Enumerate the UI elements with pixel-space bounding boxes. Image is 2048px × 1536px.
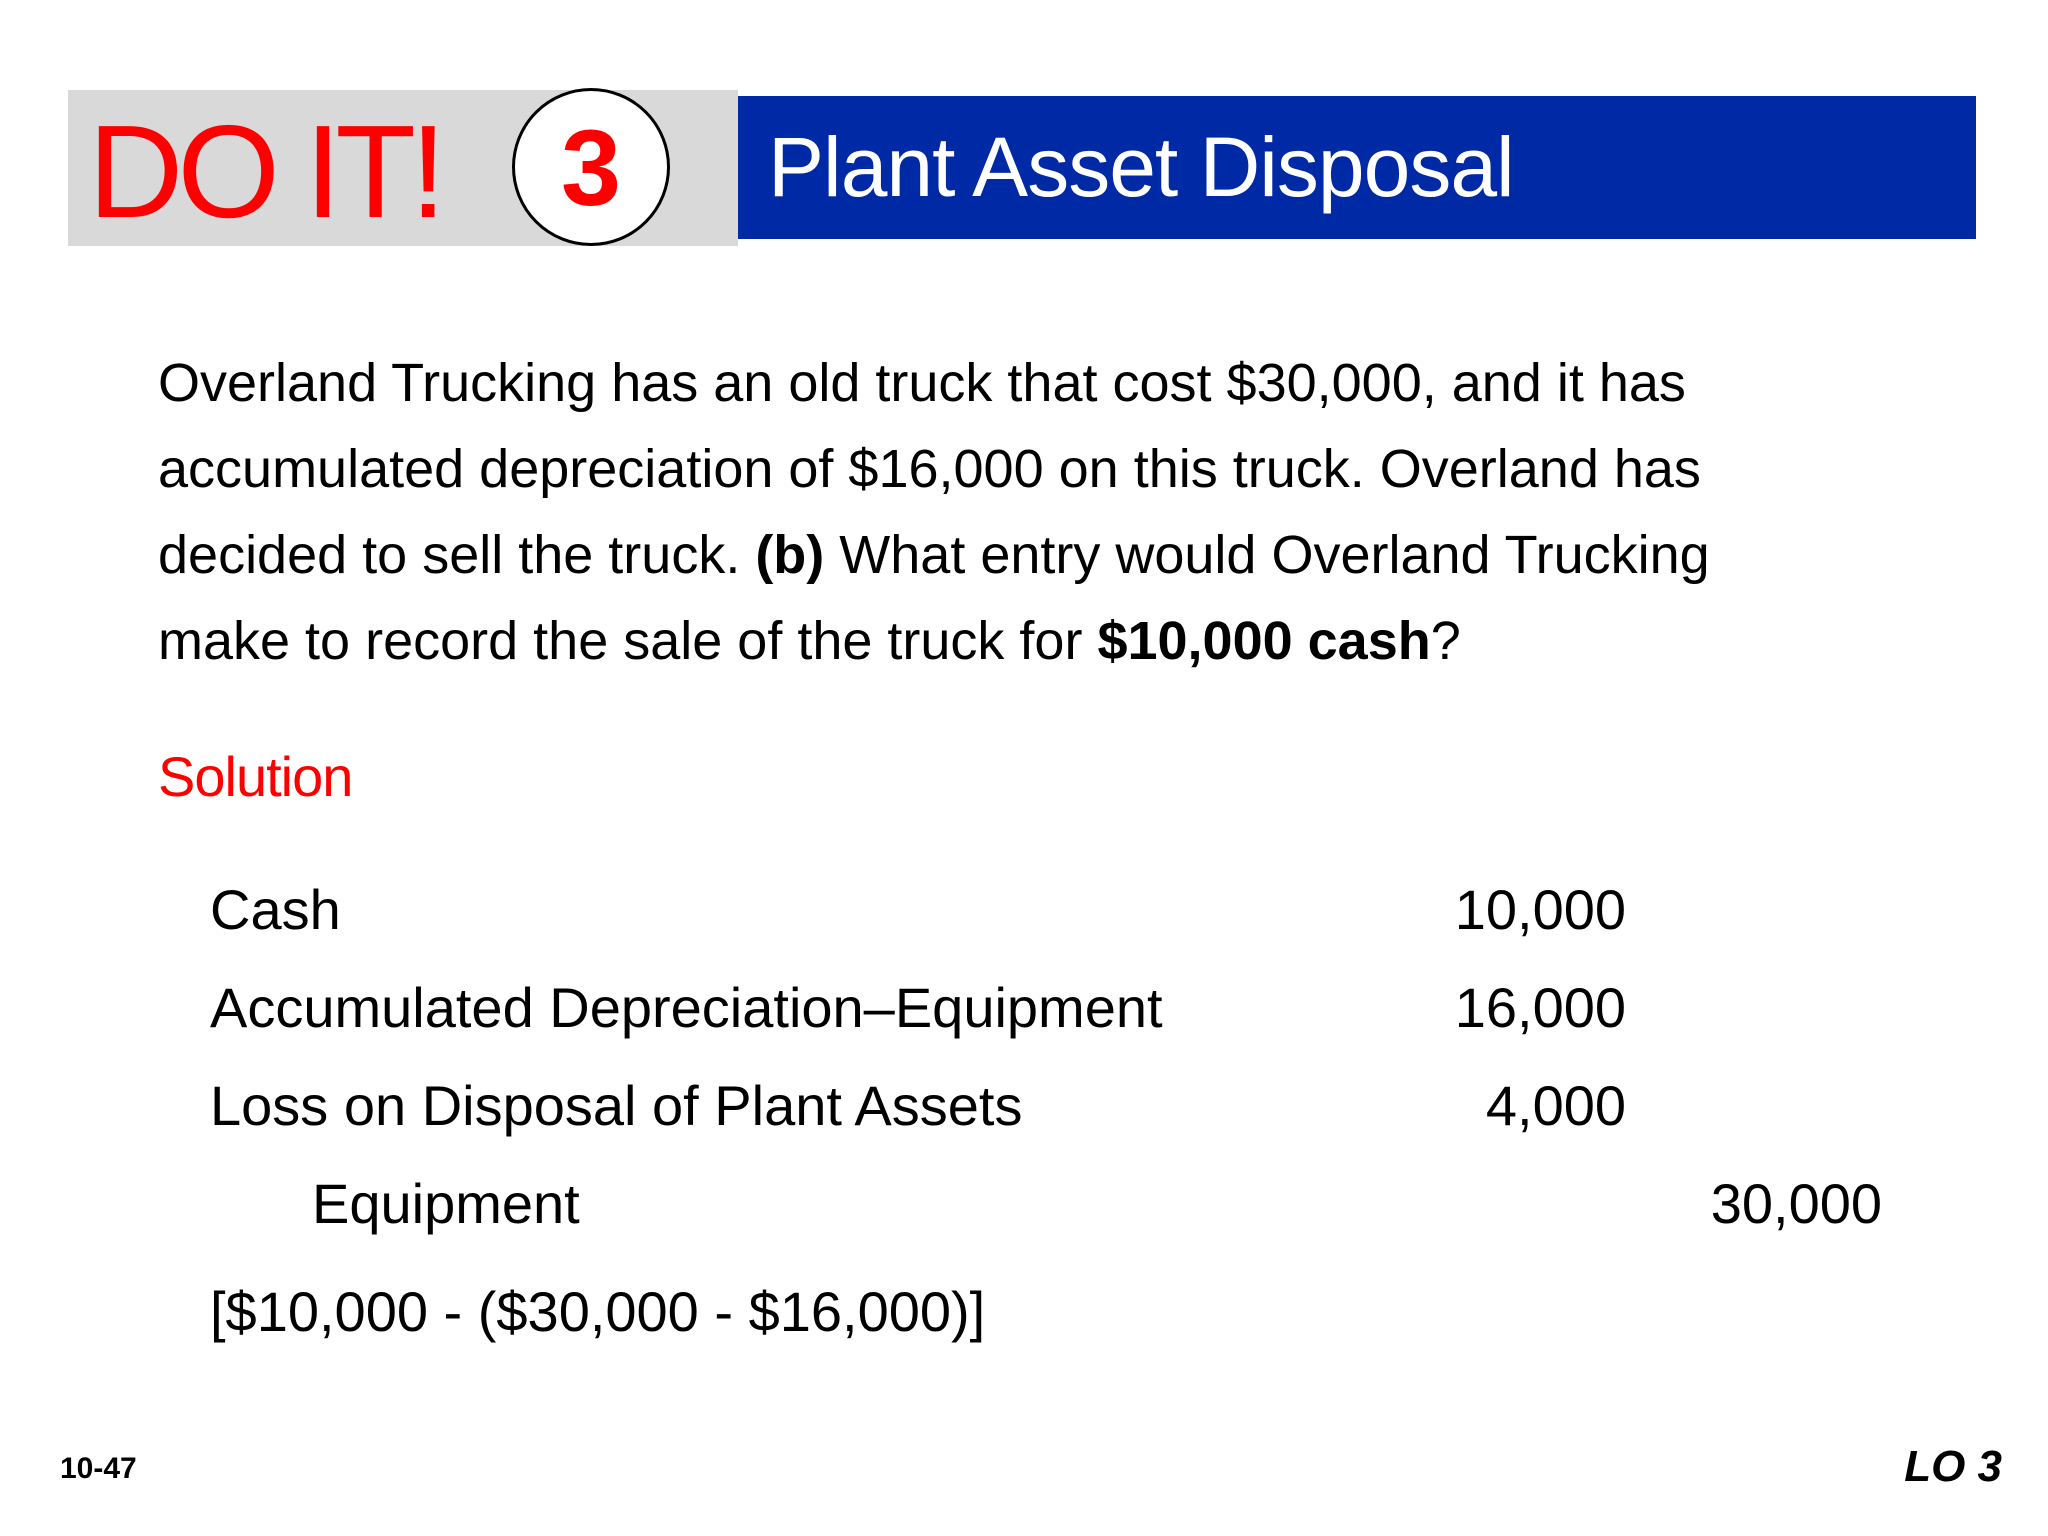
slide-page-number: 10-47 — [60, 1452, 137, 1485]
journal-entry-row — [210, 870, 1910, 950]
learning-objective-label: LO 3 — [1904, 1442, 2002, 1491]
question-mark: ? — [1430, 611, 1461, 671]
do-it-label: DO IT! — [88, 98, 441, 245]
journal-entry-row — [210, 1164, 1910, 1244]
account-name: Accumulated Depreciation–Equipment — [210, 976, 1163, 1039]
journal-entry-row — [210, 1066, 1910, 1146]
debit-amount: 16,000 — [1454, 976, 1626, 1039]
debit-amount: 4,000 — [1485, 1074, 1626, 1137]
problem-line-3 — [158, 512, 1998, 598]
sale-amount-emphasis: $10,000 cash — [1097, 611, 1431, 671]
account-name: Equipment — [312, 1172, 580, 1235]
journal-entry-row — [210, 968, 1910, 1048]
problem-line-4-text: make to record the sale of the truck for — [158, 611, 1098, 671]
debit-amount: 10,000 — [1454, 878, 1626, 941]
account-name: Loss on Disposal of Plant Assets — [210, 1074, 1023, 1137]
part-b-marker: (b) — [755, 525, 825, 585]
problem-line-4 — [158, 598, 1998, 684]
credit-amount: 30,000 — [1710, 1172, 1882, 1235]
problem-line-3-question: What entry would Overland Trucking — [824, 525, 1710, 585]
problem-line-2: accumulated depreciation of $16,000 on this truck. Overland has — [158, 439, 1701, 499]
problem-line-1: Overland Trucking has an old truck that cost $30,000, and it has — [158, 353, 1686, 413]
solution-heading: Solution — [158, 745, 353, 808]
slide-title: Plant Asset Disposal — [768, 120, 1514, 214]
problem-statement — [158, 340, 1998, 684]
exercise-number-badge: 3 — [512, 88, 670, 246]
loss-calculation: [$10,000 - ($30,000 - $16,000)] — [210, 1280, 986, 1343]
account-name: Cash — [210, 878, 341, 941]
problem-line-3-text: decided to sell the truck. — [158, 525, 756, 585]
